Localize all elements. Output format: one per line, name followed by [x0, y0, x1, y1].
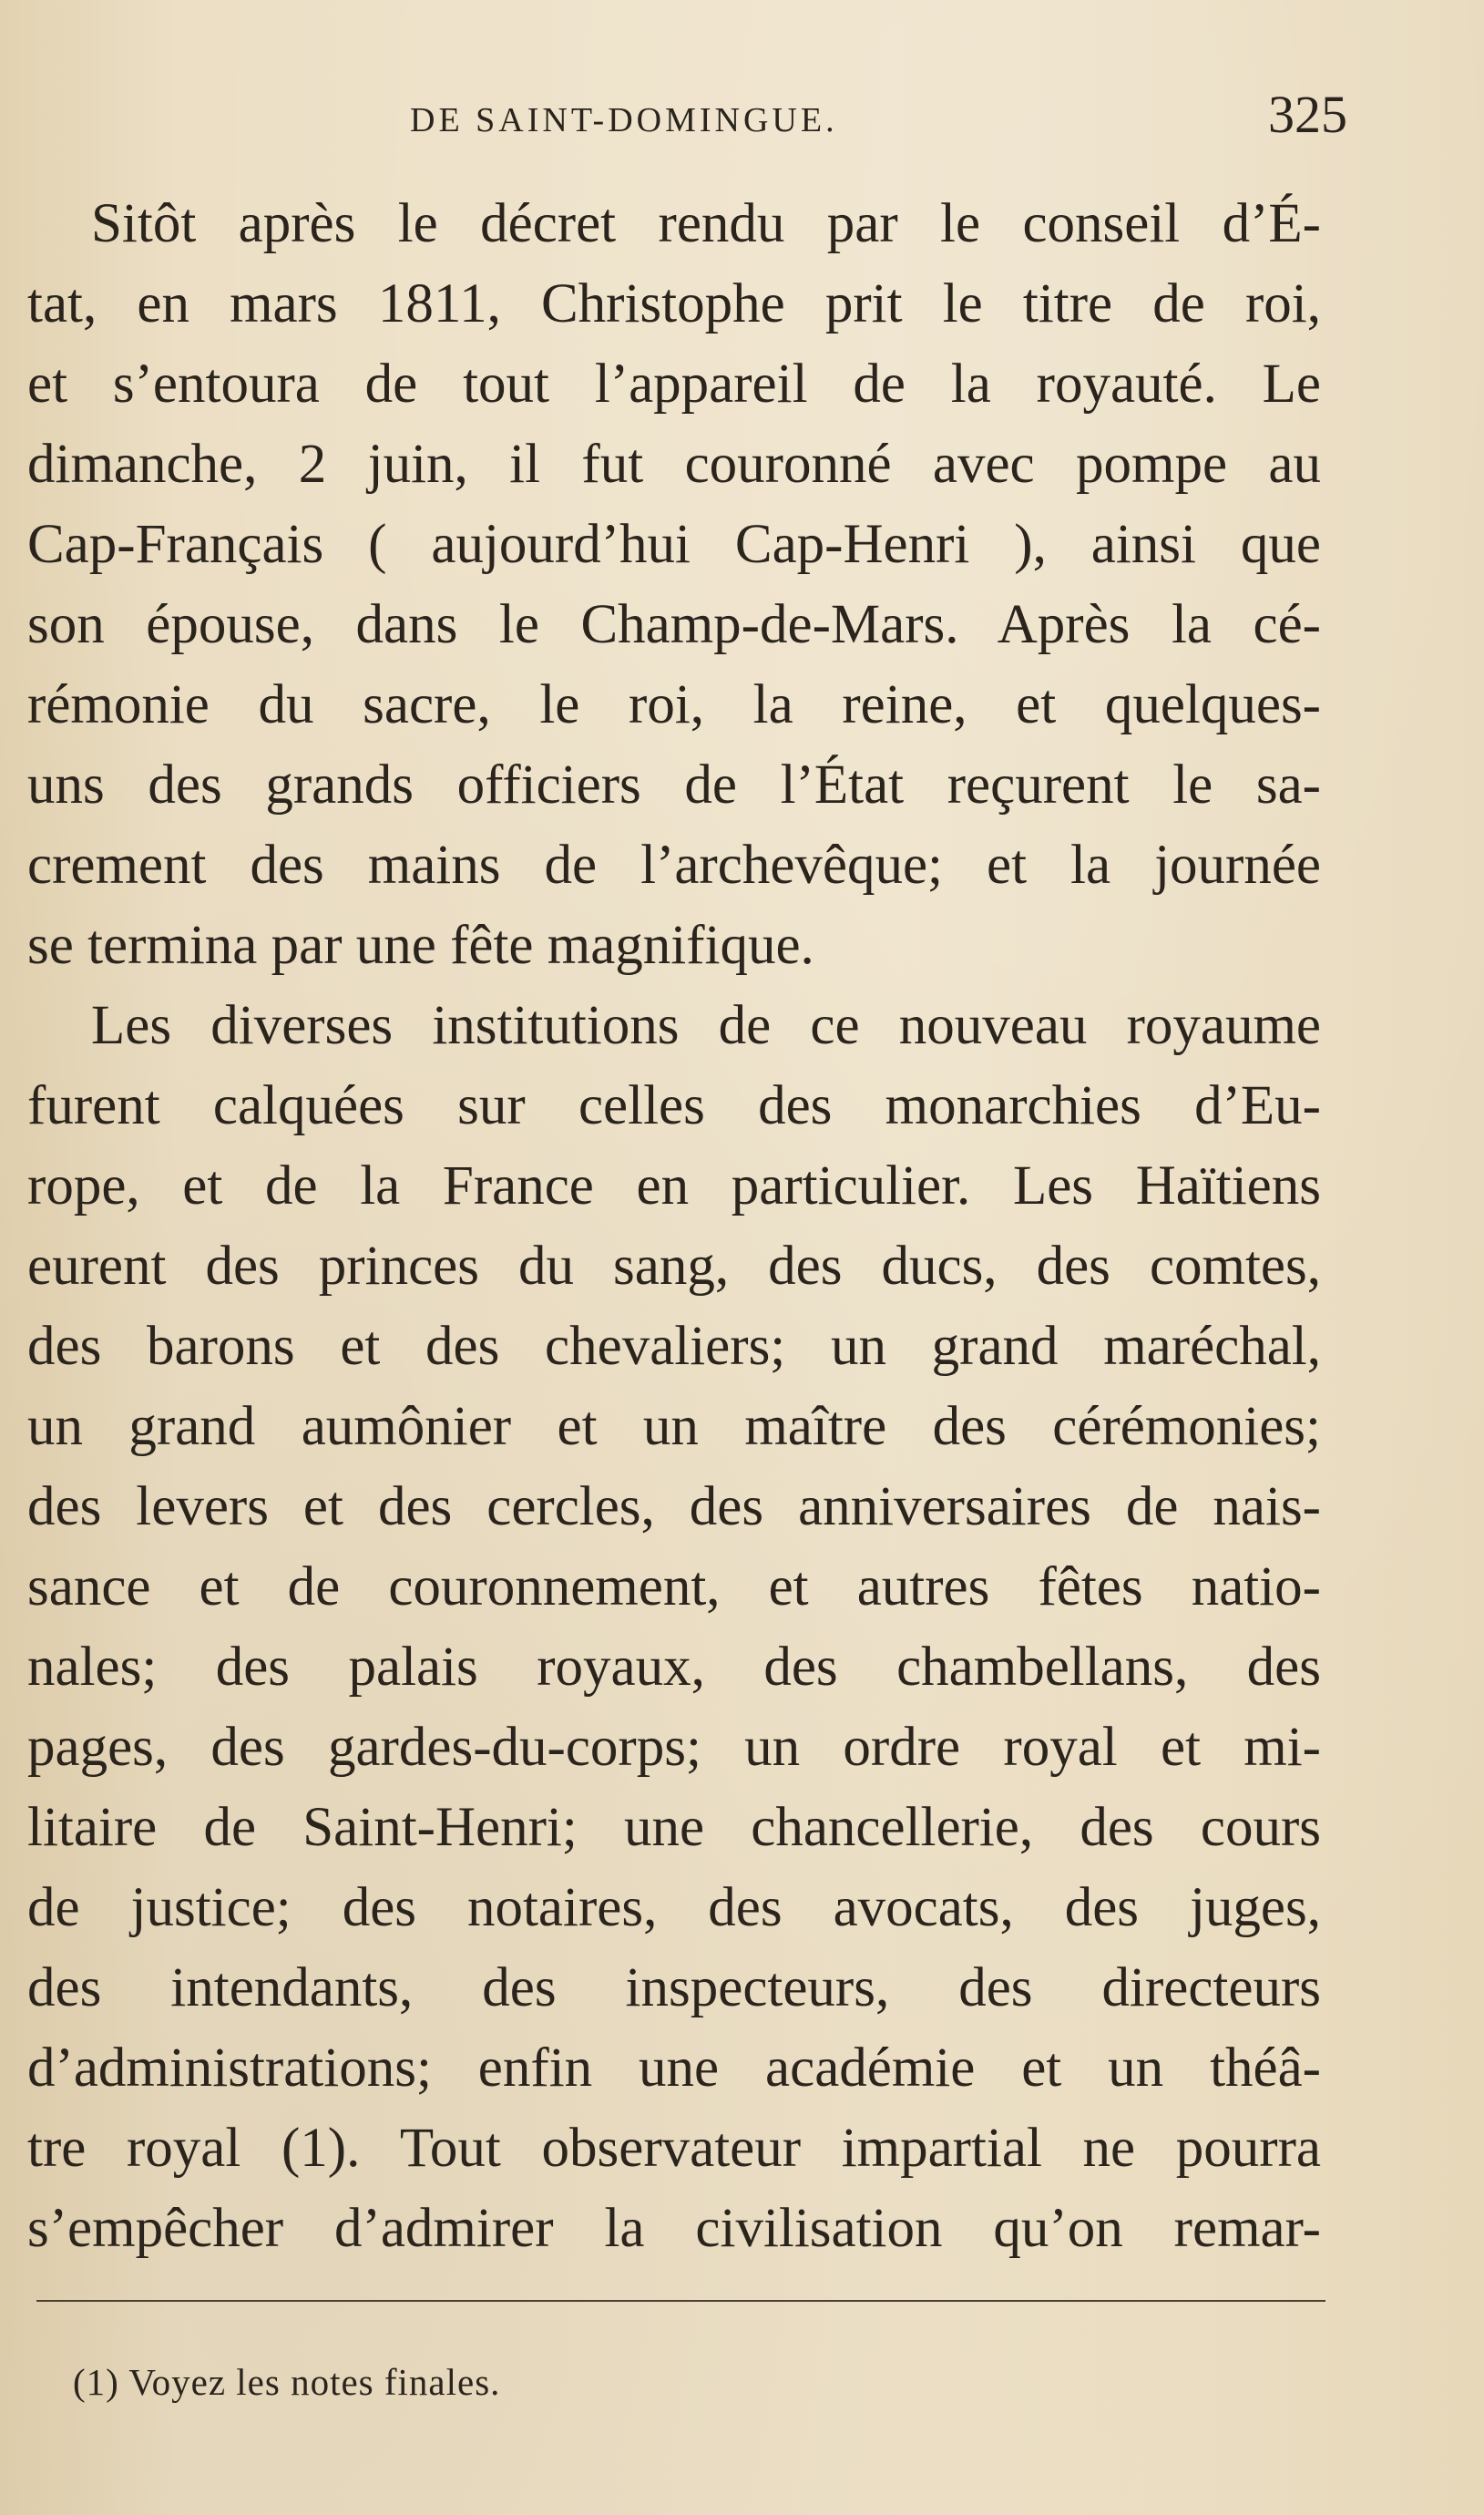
text-line: rope, et de la France en particulier. Les Haïtiens — [27, 1155, 1321, 1216]
text-line: d’administrations; enfin une académie et un théâ- — [27, 2038, 1321, 2099]
text-line: des barons et des chevaliers; un grand maréchal, — [27, 1316, 1321, 1377]
text-line: crement des mains de l’archevêque; et la journée — [27, 835, 1321, 896]
text-line: des intendants, des inspecteurs, des directeurs — [27, 1957, 1321, 2018]
text-line: des levers et des cercles, des anniversaires de nais- — [27, 1476, 1321, 1537]
text-line: litaire de Saint-Henri; une chancellerie, des cours — [27, 1797, 1321, 1858]
text-line: Sitôt après le décret rendu par le conseil d’É- — [91, 193, 1321, 254]
text-line: sance et de couronnement, et autres fêtes natio- — [27, 1556, 1321, 1617]
text-line: tat, en mars 1811, Christophe prit le titre de roi, — [27, 273, 1321, 334]
text-line: s’empêcher d’admirer la civilisation qu’on remar- — [27, 2198, 1321, 2259]
text-line: Cap-Français ( aujourd’hui Cap-Henri ), ainsi que — [27, 514, 1321, 575]
text-line: se termina par une fête magnifique. — [27, 915, 814, 976]
text-line: furent calquées sur celles des monarchies d’Eu- — [27, 1075, 1321, 1136]
text-line: nales; des palais royaux, des chambellans, des — [27, 1637, 1321, 1698]
body-text — [27, 184, 1321, 2269]
footnote-divider — [36, 2300, 1325, 2302]
text-line: dimanche, 2 juin, il fut couronné avec pompe au — [27, 434, 1321, 495]
page-header — [27, 84, 1347, 157]
text-line: et s’entoura de tout l’appareil de la royauté. Le — [27, 354, 1321, 415]
text-line: tre royal (1). Tout observateur impartial ne pourra — [27, 2118, 1321, 2179]
text-line: son épouse, dans le Champ-de-Mars. Après la cé- — [27, 594, 1321, 655]
running-head: DE SAINT-DOMINGUE. — [410, 101, 838, 139]
text-line: un grand aumônier et un maître des cérémonies; — [27, 1396, 1321, 1457]
footnote: (1) Voyez les notes finales. — [73, 2361, 501, 2403]
text-line: eurent des princes du sang, des ducs, des comtes, — [27, 1236, 1321, 1297]
text-line: Les diverses institutions de ce nouveau royaume — [91, 995, 1321, 1056]
text-line: rémonie du sacre, le roi, la reine, et quelques- — [27, 674, 1321, 735]
text-line: pages, des gardes-du-corps; un ordre royal et mi- — [27, 1717, 1321, 1778]
page-number: 325 — [1268, 85, 1347, 144]
text-line: de justice; des notaires, des avocats, des juges, — [27, 1877, 1321, 1938]
text-line: uns des grands officiers de l’État reçurent le sa- — [27, 754, 1321, 816]
